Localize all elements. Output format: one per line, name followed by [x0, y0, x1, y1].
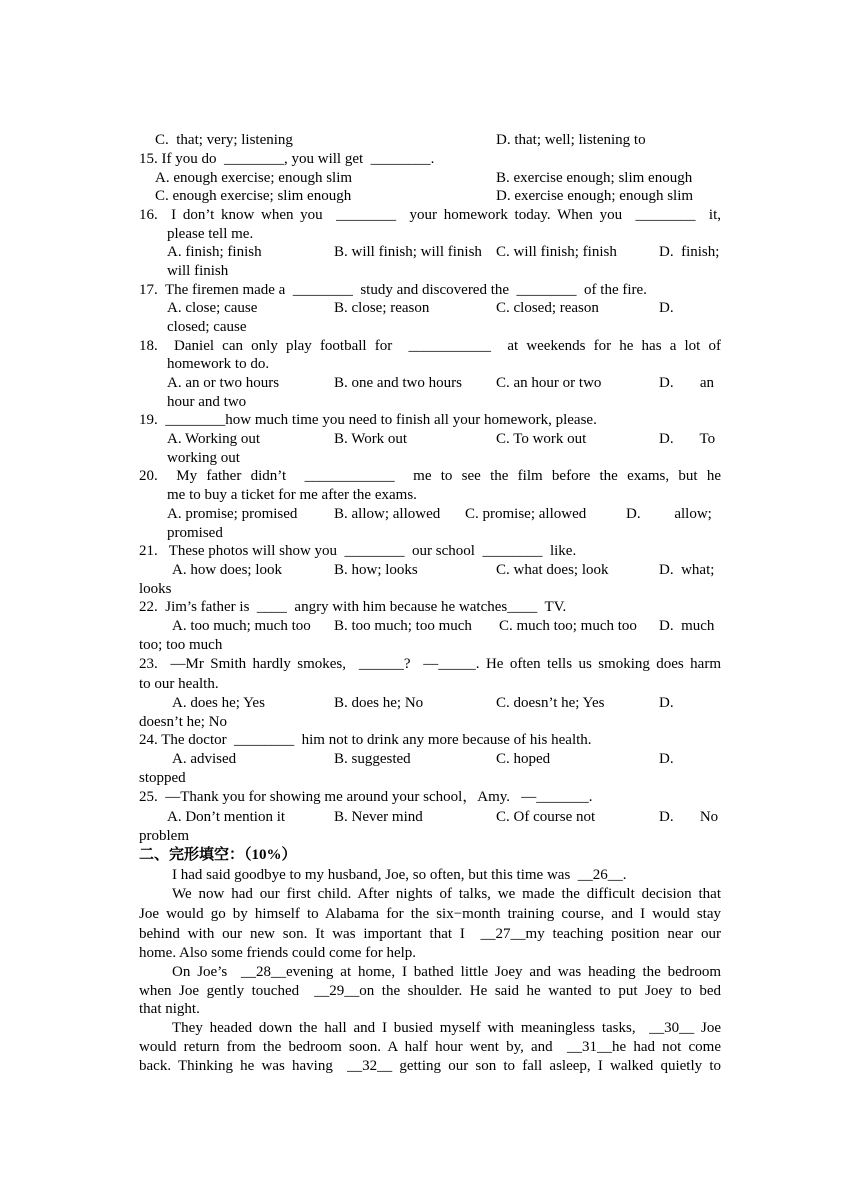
text-segment: I had said goodbye to my husband, Joe, so often, but this time was __26__.: [172, 867, 627, 883]
text-segment: B. Work out: [334, 431, 408, 447]
text-line: [139, 169, 721, 188]
text-segment: D. what;: [659, 562, 715, 578]
text-line: [139, 905, 721, 924]
text-line: [139, 467, 721, 486]
text-segment: problem: [139, 828, 189, 844]
text-segment: C. promise; allowed: [465, 506, 587, 522]
text-segment: C. will finish; finish: [496, 244, 617, 260]
text-segment: B. Never mind: [334, 809, 423, 825]
text-line: [139, 769, 721, 788]
text-segment: B. does he; No: [334, 695, 424, 711]
text-line: [139, 486, 721, 505]
text-segment: homework to do.: [167, 356, 270, 372]
text-line: [139, 561, 721, 580]
text-segment: back. Thinking he was having __32__ getting our son to fall asleep, I walked quietly to: [139, 1058, 721, 1074]
text-segment: B. how; looks: [334, 562, 418, 578]
text-segment: A. Don’t mention it: [167, 809, 286, 825]
text-segment: D.: [659, 695, 674, 711]
text-segment: A. does he; Yes: [172, 695, 265, 711]
text-line: [139, 430, 721, 449]
text-segment: C. an hour or two: [496, 375, 602, 391]
text-line: [139, 150, 721, 169]
text-segment: looks: [139, 581, 172, 597]
text-line: [139, 866, 721, 885]
text-line: [139, 636, 721, 655]
text-segment: D. finish;: [659, 244, 720, 260]
text-segment: 16. I don’t know when you ________ your homework today. When you ________ it,: [139, 207, 721, 223]
text-line: [139, 374, 721, 393]
text-segment: when Joe gently touched __29__on the shoulder. He said he wanted to put Joey to bed: [139, 983, 721, 999]
text-segment: would return from the bedroom soon. A half hour went by, and __31__he had not come: [139, 1039, 721, 1055]
text-segment: Joe would go by himself to Alabama for the six−month training course, and I would stay: [139, 906, 721, 922]
text-line: [139, 1038, 721, 1057]
text-line: [139, 1000, 721, 1019]
text-segment: A. Working out: [167, 431, 261, 447]
text-line: [139, 393, 721, 412]
text-segment: They headed down the hall and I busied myself with meaningless tasks, __30__ Joe: [172, 1020, 721, 1036]
text-segment: hour and two: [167, 394, 247, 410]
text-line: [139, 225, 721, 244]
text-line: [139, 1019, 721, 1038]
text-line: [139, 982, 721, 1001]
text-segment: 18. Daniel can only play football for ___________ at weekends for he has a lot of: [139, 338, 721, 354]
text-segment: D.: [659, 751, 674, 767]
text-segment: B. allow; allowed: [334, 506, 441, 522]
text-line: [139, 318, 721, 337]
text-segment: C. hoped: [496, 751, 551, 767]
text-segment: D. No: [659, 809, 719, 825]
text-segment: C. closed; reason: [496, 300, 599, 316]
text-segment: B. suggested: [334, 751, 411, 767]
text-segment: A. finish; finish: [167, 244, 262, 260]
text-segment: stopped: [139, 770, 186, 786]
text-segment: behind with our new son. It was important that I __27__my teaching position near our: [139, 926, 721, 942]
text-segment: that night.: [139, 1001, 200, 1017]
text-segment: promised: [167, 525, 223, 541]
text-segment: 25. —Thank you for showing me around your school，Amy. —_______.: [139, 789, 593, 805]
text-segment: C. Of course not: [496, 809, 596, 825]
text-line: [139, 598, 721, 617]
text-line: [139, 808, 721, 827]
text-line: [139, 827, 721, 846]
text-line: [139, 337, 721, 356]
text-line: [139, 944, 721, 963]
text-line: [139, 750, 721, 769]
text-line: [139, 542, 721, 561]
text-segment: B. too much; too much: [334, 618, 472, 634]
text-segment: B. exercise enough; slim enough: [496, 170, 693, 186]
text-segment: C. doesn’t he; Yes: [496, 695, 605, 711]
text-segment: 21. These photos will show you ________ our school ________ like.: [139, 543, 577, 559]
text-segment: A. too much; much too: [172, 618, 311, 634]
text-segment: D. an: [659, 375, 714, 391]
text-segment: closed; cause: [167, 319, 247, 335]
text-line: [139, 355, 721, 374]
text-line: [139, 281, 721, 300]
text-line: [139, 885, 721, 904]
text-segment: C. enough exercise; slim enough: [155, 188, 352, 204]
text-line: [139, 524, 721, 543]
text-segment: A. an or two hours: [167, 375, 280, 391]
text-segment: D. allow;: [626, 506, 712, 522]
text-segment: A. advised: [172, 751, 237, 767]
text-segment: D.: [659, 300, 674, 316]
text-segment: We now had our first child. After nights of talks, we made the difficult decision that: [172, 886, 721, 902]
text-line: [139, 675, 721, 694]
text-line: [139, 187, 721, 206]
text-segment: C. that; very; listening: [155, 132, 293, 148]
text-segment: B. one and two hours: [334, 375, 462, 391]
text-segment: C. To work out: [496, 431, 587, 447]
text-line: [139, 206, 721, 225]
text-segment: 22. Jim’s father is ____ angry with him because he watches____ TV.: [139, 599, 567, 615]
text-segment: 17. The firemen made a ________ study and discovered the ________ of the fire.: [139, 282, 647, 298]
text-segment: 20. My father didn’t ____________ me to see the film before the exams, but he: [139, 468, 721, 484]
text-line: [139, 731, 721, 750]
text-segment: C. much too; much too: [499, 618, 637, 634]
text-line: [139, 846, 721, 865]
text-line: [139, 1057, 721, 1076]
text-segment: please tell me.: [167, 226, 254, 242]
text-line: [139, 655, 721, 674]
text-line: [139, 411, 721, 430]
text-segment: A. how does; look: [172, 562, 282, 578]
text-line: [139, 449, 721, 468]
text-segment: to our health.: [139, 676, 219, 692]
text-line: [139, 788, 721, 807]
text-line: [139, 580, 721, 599]
text-line: [139, 505, 721, 524]
text-segment: me to buy a ticket for me after the exams.: [167, 487, 417, 503]
text-segment: B. will finish; will finish: [334, 244, 482, 260]
text-segment: doesn’t he; No: [139, 714, 228, 730]
text-segment: 23. —Mr Smith hardly smokes, ______? —_____. He often tells us smoking does harm: [139, 656, 721, 672]
text-line: [139, 131, 721, 150]
text-segment: D. that; well; listening to: [496, 132, 646, 148]
text-segment: C. what does; look: [496, 562, 609, 578]
text-segment: D. much: [659, 618, 715, 634]
text-segment: A. promise; promised: [167, 506, 298, 522]
text-segment: working out: [167, 450, 240, 466]
text-segment: D. exercise enough; enough slim: [496, 188, 694, 204]
text-segment: B. close; reason: [334, 300, 430, 316]
text-segment: home. Also some friends could come for help.: [139, 945, 417, 961]
text-segment: A. enough exercise; enough slim: [155, 170, 353, 186]
text-line: [139, 262, 721, 281]
text-line: [139, 925, 721, 944]
text-line: [139, 243, 721, 262]
text-line: [139, 299, 721, 318]
text-segment: D. To: [659, 431, 716, 447]
text-segment: will finish: [167, 263, 229, 279]
text-line: [139, 713, 721, 732]
text-line: [139, 617, 721, 636]
text-segment: 19. ________how much time you need to finish all your homework, please.: [139, 412, 597, 428]
text-line: [139, 694, 721, 713]
text-segment: A. close; cause: [167, 300, 258, 316]
text-segment: On Joe’s __28__evening at home, I bathed little Joey and was heading the bedroom: [172, 964, 721, 980]
text-segment: 24. The doctor ________ him not to drink any more because of his health.: [139, 732, 592, 748]
text-segment: too; too much: [139, 637, 223, 653]
text-segment: 15. If you do ________, you will get ________.: [139, 151, 435, 167]
text-segment: 二、完形填空：（10%）: [139, 847, 297, 863]
text-line: [139, 963, 721, 982]
